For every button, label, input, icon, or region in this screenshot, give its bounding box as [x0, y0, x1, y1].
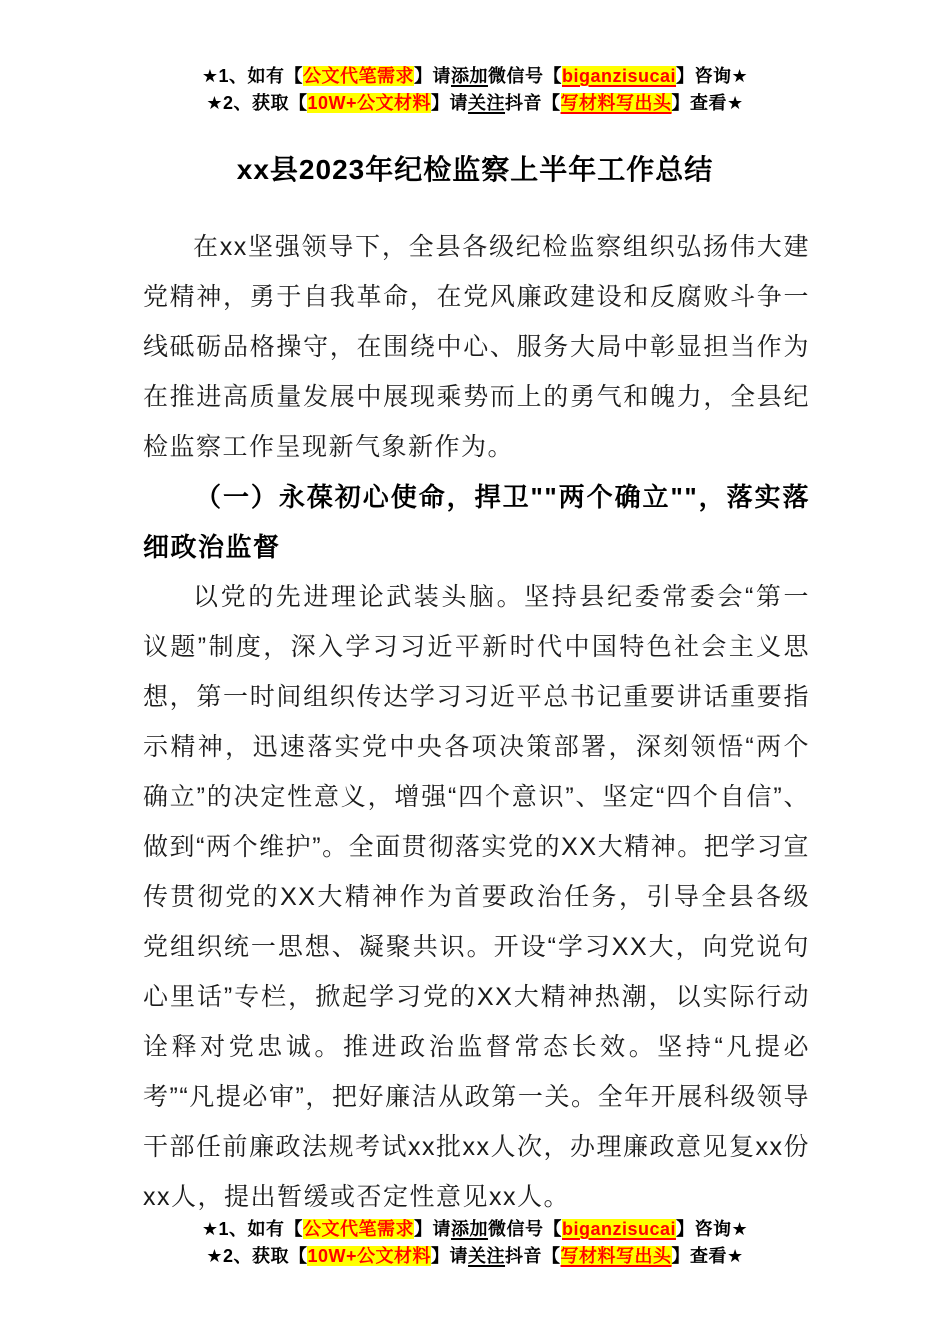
notice-segment-plain: 】请 [413, 66, 451, 86]
notice-segment-hl: 公文代笔需求 [302, 1219, 414, 1239]
notice-segment-underline: 添加 [450, 1219, 488, 1239]
notice-segment-hl-underline: biganzisucai [561, 66, 677, 86]
notice-segment-plain: 】查看★ [671, 1246, 744, 1266]
notice-segment-plain: ★1、如有【 [201, 1219, 303, 1239]
footer-notice-line-1 [0, 1216, 950, 1243]
notice-segment-plain: ★1、如有【 [201, 66, 303, 86]
header-notice-line-1 [0, 63, 950, 90]
footer-notice-line-2 [0, 1243, 950, 1270]
notice-segment-hl: 公文代笔需求 [302, 66, 414, 86]
notice-segment-hl: 10W+公文材料 [307, 1246, 432, 1266]
notice-segment-plain: 】咨询★ [676, 1219, 749, 1239]
notice-segment-plain: 】请 [431, 93, 469, 113]
notice-segment-plain: 抖音【 [505, 93, 561, 113]
notice-segment-hl-underline: 写材料写出头 [560, 93, 672, 113]
notice-segment-plain: 微信号【 [487, 66, 562, 86]
document-title: xx县2023年纪检监察上半年工作总结 [236, 154, 714, 185]
body-paragraph: 以党的先进理论武装头脑。坚持县纪委常委会“第一议题”制度，深入学习习近平新时代中国特色社会主义思想，第一时间组织传达学习习近平总书记重要讲话重要指示精神，迅速落实党中央各项决策部署，深刻领悟“两个确立”的决定性意义，增强“四个意识”、坚定“四个自信”、做到“两个维护”。全面贯彻落实党的XX大精神。把学习宣传贯彻党的XX大精神作为首要政治任务，引导全县各级党组织统一思想、凝聚共识。开设“学习XX大，向党说句心里话”专栏，掀起学习党的XX大精神热潮，以实际行动诠释对党忠诚。推进政治监督常态长效。坚持“凡提必考”“凡提必审”，把好廉洁从政第一关。全年开展科级领导干部任前廉政法规考试xx批xx人次，办理廉政意见复xx份xx人，提出暂缓或否定性意见xx人。 [143, 583, 811, 1211]
notice-segment-plain: 】请 [413, 1219, 451, 1239]
notice-segment-plain: 】查看★ [671, 93, 744, 113]
body-paragraph: 在xx坚强领导下，全县各级纪检监察组织弘扬伟大建党精神，勇于自我革命，在党风廉政建设和反腐败斗争一线砥砺品格操守，在围绕中心、服务大局中彰显担当作为在推进高质量发展中展现乘势而上的勇气和魄力，全县纪检监察工作呈现新气象新作为。 [143, 233, 810, 461]
header-notice [0, 63, 950, 117]
section-heading: （一）永葆初心使命，捍卫""两个确立""，落实落细政治监督 [143, 482, 810, 562]
notice-segment-underline: 关注 [468, 93, 506, 113]
notice-segment-plain: 微信号【 [487, 1219, 562, 1239]
notice-segment-plain: ★2、获取【 [206, 93, 308, 113]
notice-segment-underline: 添加 [450, 66, 488, 86]
notice-segment-hl-underline: biganzisucai [561, 1219, 677, 1239]
notice-segment-plain: 抖音【 [505, 1246, 561, 1266]
notice-segment-underline: 关注 [468, 1246, 506, 1266]
notice-segment-hl-underline: 写材料写出头 [560, 1246, 672, 1266]
document-body [143, 222, 810, 1222]
notice-segment-plain: ★2、获取【 [206, 1246, 308, 1266]
header-notice-line-2 [0, 90, 950, 117]
footer-notice [0, 1216, 950, 1270]
notice-segment-plain: 】请 [431, 1246, 469, 1266]
notice-segment-plain: 】咨询★ [676, 66, 749, 86]
notice-segment-hl: 10W+公文材料 [307, 93, 432, 113]
